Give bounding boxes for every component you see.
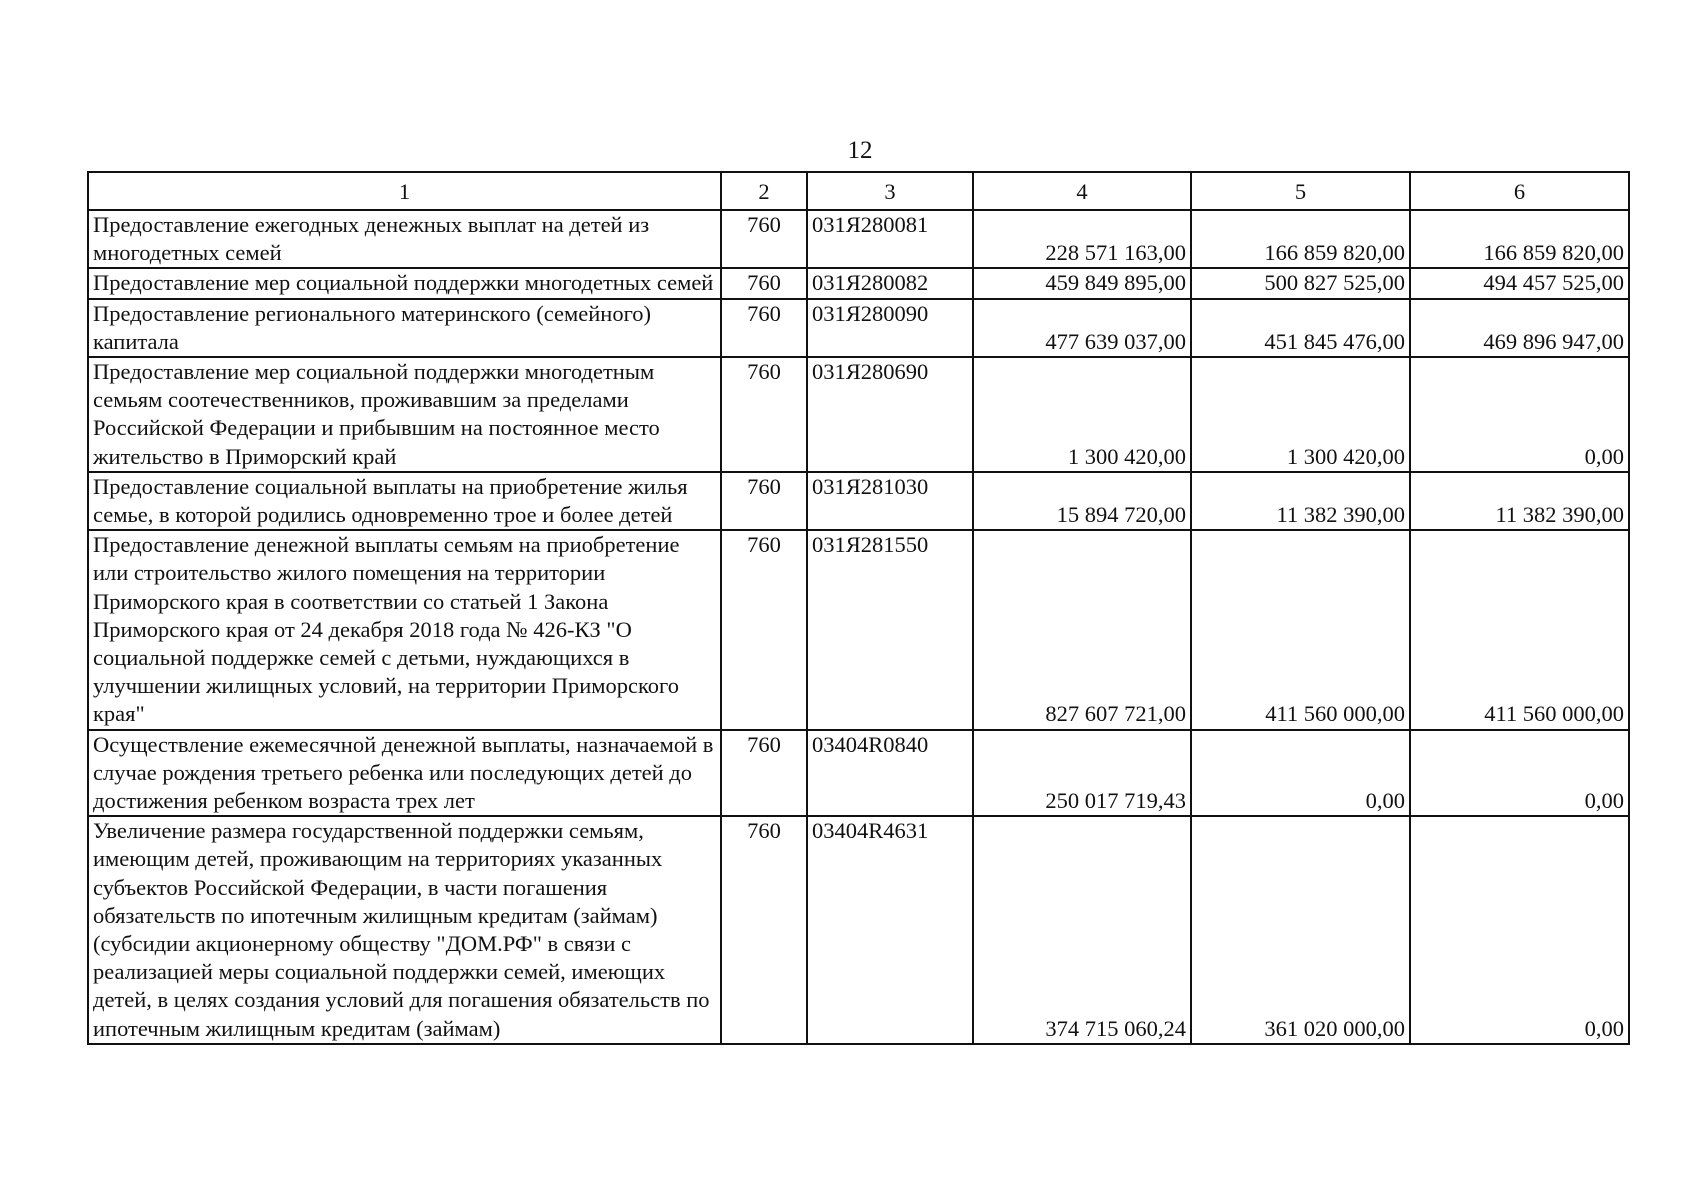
row-name: Предоставление ежегодных денежных выплат на детей из многодетных семей <box>88 210 721 268</box>
row-amount-col4: 228 571 163,00 <box>973 210 1191 268</box>
row-amount-col4: 827 607 721,00 <box>973 530 1191 729</box>
row-name: Увеличение размера государственной поддержки семьям, имеющим детей, проживающим на территориях указанных субъектов Российской Федерации, в части погашения обязательств по ипотечным жилищным кредитам (займам) (субсидии акционерному обществу "ДОМ.РФ" в связи с реализацией меры социальной поддержки семей, имеющих детей, в целях создания условий для погашения обязательств по ипотечным жилищным кредитам (займам) <box>88 816 721 1044</box>
row-amount-col6: 0,00 <box>1410 816 1629 1044</box>
row-amount-col4: 459 849 895,00 <box>973 268 1191 298</box>
row-csr-code: 031Я281030 <box>807 472 973 530</box>
row-amount-col6: 411 560 000,00 <box>1410 530 1629 729</box>
table-row <box>88 730 1629 817</box>
row-amount-col5: 0,00 <box>1191 730 1410 817</box>
row-amount-col6: 11 382 390,00 <box>1410 472 1629 530</box>
budget-table <box>87 171 1630 1045</box>
row-csr-code: 031Я280082 <box>807 268 973 298</box>
row-amount-col4: 477 639 037,00 <box>973 299 1191 357</box>
table-row <box>88 268 1629 298</box>
row-gov-code: 760 <box>721 357 807 472</box>
row-gov-code: 760 <box>721 530 807 729</box>
table-header <box>88 172 1629 210</box>
row-amount-col6: 0,00 <box>1410 357 1629 472</box>
row-gov-code: 760 <box>721 816 807 1044</box>
row-name: Предоставление мер социальной поддержки многодетных семей <box>88 268 721 298</box>
row-name: Предоставление социальной выплаты на приобретение жилья семье, в которой родились одновременно трое и более детей <box>88 472 721 530</box>
header-col-3: 3 <box>807 172 973 210</box>
header-col-1: 1 <box>88 172 721 210</box>
row-csr-code: 031Я280690 <box>807 357 973 472</box>
row-csr-code: 031Я280090 <box>807 299 973 357</box>
table-row <box>88 530 1629 729</box>
header-col-6: 6 <box>1410 172 1629 210</box>
page-number: 12 <box>847 137 873 164</box>
header-col-5: 5 <box>1191 172 1410 210</box>
row-amount-col6: 494 457 525,00 <box>1410 268 1629 298</box>
table-body <box>88 210 1629 1044</box>
row-gov-code: 760 <box>721 210 807 268</box>
table-row <box>88 357 1629 472</box>
row-amount-col6: 0,00 <box>1410 730 1629 817</box>
table-row <box>88 299 1629 357</box>
row-amount-col5: 411 560 000,00 <box>1191 530 1410 729</box>
row-amount-col5: 451 845 476,00 <box>1191 299 1410 357</box>
table-row <box>88 472 1629 530</box>
header-col-2: 2 <box>721 172 807 210</box>
row-amount-col6: 469 896 947,00 <box>1410 299 1629 357</box>
row-amount-col5: 500 827 525,00 <box>1191 268 1410 298</box>
row-amount-col4: 374 715 060,24 <box>973 816 1191 1044</box>
row-gov-code: 760 <box>721 730 807 817</box>
row-gov-code: 760 <box>721 268 807 298</box>
row-amount-col5: 11 382 390,00 <box>1191 472 1410 530</box>
row-amount-col4: 15 894 720,00 <box>973 472 1191 530</box>
table-row <box>88 210 1629 268</box>
row-csr-code: 031Я280081 <box>807 210 973 268</box>
row-name: Предоставление денежной выплаты семьям на приобретение или строительство жилого помещения на территории Приморского края в соответствии со статьей 1 Закона Приморского края от 24 декабря 2018 года № 426-КЗ "О социальной поддержке семей с детьми, нуждающихся в улучшении жилищных условий, на территории Приморского края" <box>88 530 721 729</box>
row-amount-col4: 1 300 420,00 <box>973 357 1191 472</box>
table-row <box>88 816 1629 1044</box>
row-amount-col5: 1 300 420,00 <box>1191 357 1410 472</box>
header-row <box>88 172 1629 210</box>
row-name: Предоставление регионального материнского (семейного) капитала <box>88 299 721 357</box>
row-name: Осуществление ежемесячной денежной выплаты, назначаемой в случае рождения третьего ребенка или последующих детей до достижения ребенком возраста трех лет <box>88 730 721 817</box>
row-csr-code: 031Я281550 <box>807 530 973 729</box>
header-col-4: 4 <box>973 172 1191 210</box>
row-gov-code: 760 <box>721 472 807 530</box>
row-amount-col6: 166 859 820,00 <box>1410 210 1629 268</box>
row-csr-code: 03404R0840 <box>807 730 973 817</box>
row-name: Предоставление мер социальной поддержки многодетным семьям соотечественников, проживавшим за пределами Российской Федерации и прибывшим на постоянное место жительство в Приморский край <box>88 357 721 472</box>
row-csr-code: 03404R4631 <box>807 816 973 1044</box>
row-amount-col4: 250 017 719,43 <box>973 730 1191 817</box>
row-amount-col5: 166 859 820,00 <box>1191 210 1410 268</box>
row-gov-code: 760 <box>721 299 807 357</box>
row-amount-col5: 361 020 000,00 <box>1191 816 1410 1044</box>
